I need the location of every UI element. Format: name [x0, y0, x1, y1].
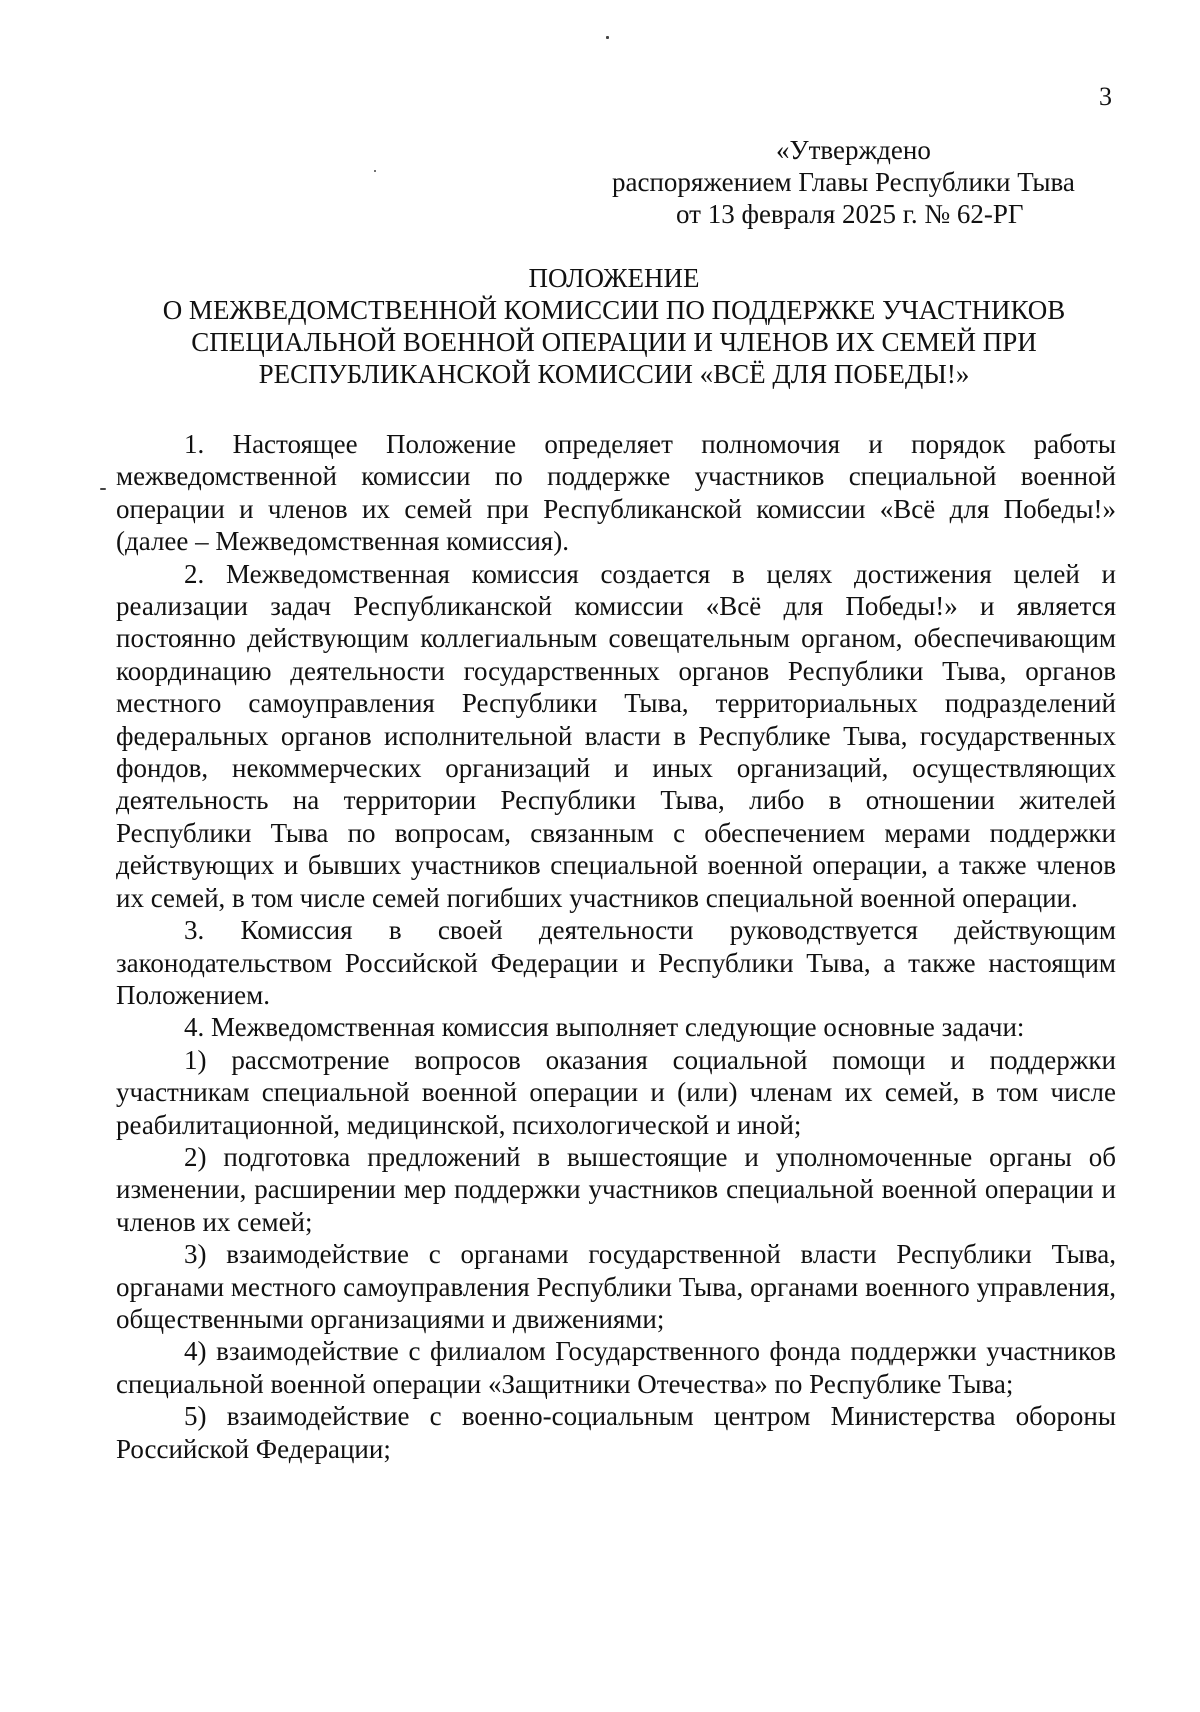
scan-speck [100, 488, 106, 490]
paragraph: 2. Межведомственная комиссия создается в целях достижения целей и реализации задач Республиканской комиссии «Всё для Победы!» и является постоянно действующим коллегиальным совещательным органом, обеспечивающим координацию деятельности государственных органов Республики Тыва, органов местного самоуправления Республики Тыва, территориальных подразделений федеральных органов исполнительной власти в Республике Тыва, государственных фондов, некоммерческих организаций и иных организаций, осуществляющих деятельность на территории Республики Тыва, либо в отношении жителей Республики Тыва по вопросам, связанным с обеспечением мерами поддержки действующих и бывших участников специальной военной операции, а также членов их семей, в том числе семей погибших участников специальной военной операции. [116, 558, 1116, 913]
paragraph: 1. Настоящее Положение определяет полномочия и порядок работы межведомственной комиссии по поддержке участников специальной военной операции и членов их семей при Республиканской комиссии «Всё для Победы!» (далее – Межведомственная комиссия). [116, 429, 1116, 557]
approval-line: от 13 февраля 2025 г. № 62-РГ [676, 199, 1024, 229]
paragraph: 3. Комиссия в своей деятельности руководствуется действующим законодательством Российской Федерации и Республики Тыва, а также настоящим Положением. [116, 915, 1116, 1010]
title-line: ПОЛОЖЕНИЕ [528, 263, 700, 293]
page-number: 3 [1099, 82, 1112, 111]
paragraph: 5) взаимодействие с военно-социальным центром Министерства обороны Российской Федерации; [116, 1401, 1116, 1464]
paragraph: 2) подготовка предложений в вышестоящие и уполномоченные органы об изменении, расширении мер поддержки участников специальной военной операции и членов их семей; [116, 1141, 1116, 1237]
title-line: О МЕЖВЕДОМСТВЕННОЙ КОМИССИИ ПО ПОДДЕРЖКЕ УЧАСТНИКОВ [162, 295, 1066, 325]
paragraph: 3) взаимодействие с органами государственной власти Республики Тыва, органами местного самоуправления Республики Тыва, органами военного управления, общественными организациями и движениями; [116, 1239, 1116, 1334]
scan-speck [374, 170, 376, 172]
approval-line: распоряжением Главы Республики Тыва [612, 167, 1075, 197]
paragraph: 4. Межведомственная комиссия выполняет следующие основные задачи: [184, 1012, 1025, 1043]
document-body [116, 428, 1116, 1465]
document-title [110, 262, 1118, 390]
title-line: СПЕЦИАЛЬНОЙ ВОЕННОЙ ОПЕРАЦИИ И ЧЛЕНОВ ИХ СЕМЕЙ ПРИ [191, 327, 1037, 357]
paragraph: 4) взаимодействие с филиалом Государственного фонда поддержки участников специальной военной операции «Защитники Отечества» по Республике Тыва; [116, 1336, 1116, 1399]
approval-stamp-block [612, 134, 1122, 230]
title-line: РЕСПУБЛИКАНСКОЙ КОМИССИИ «ВСЁ ДЛЯ ПОБЕДЫ!» [258, 359, 970, 389]
scan-speck [606, 36, 609, 39]
approval-line: «Утверждено [776, 135, 931, 165]
paragraph: 1) рассмотрение вопросов оказания социальной помощи и поддержки участникам специальной военной операции и (или) членам их семей, в том числе реабилитационной, медицинской, психологической и иной; [116, 1044, 1116, 1140]
